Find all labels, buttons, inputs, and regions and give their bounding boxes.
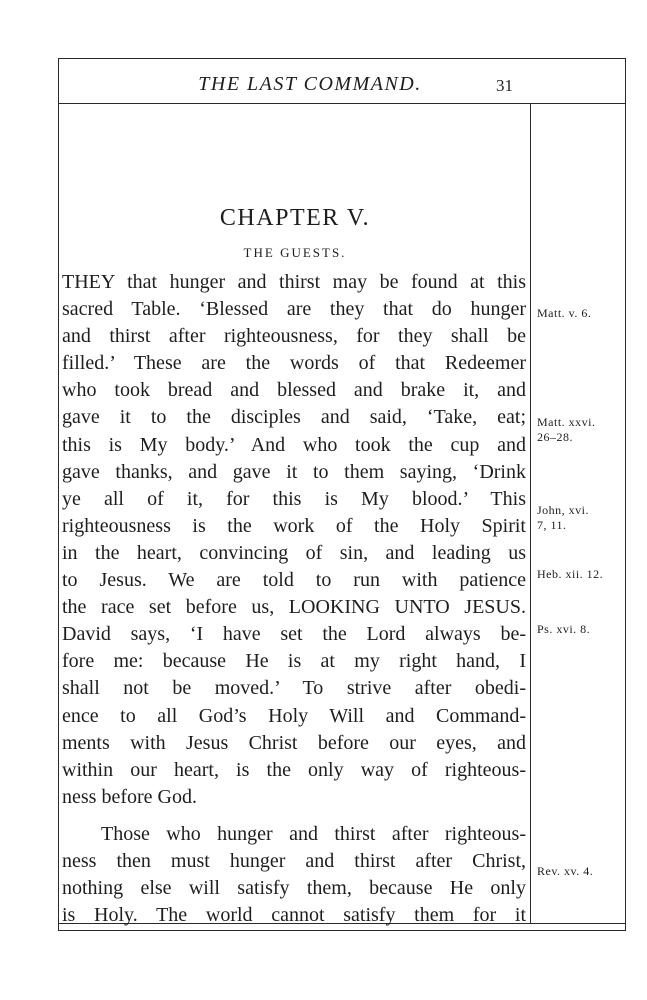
margin-reference: [537, 306, 591, 321]
text-line: THEY that hunger and thirst may be found at this: [62, 271, 526, 293]
margin-reference-line: Matt. v. 6.: [537, 306, 592, 320]
paragraph-spacer: [62, 811, 526, 821]
text-line: who took bread and blessed and brake it, and: [62, 379, 526, 402]
margin-reference-line: Matt. xxvi.: [537, 415, 596, 429]
frame-bottom-outer-rule: [58, 930, 626, 931]
text-line: this is My body.’ And who took the cup and: [62, 433, 526, 456]
text-line: ness then must hunger and thirst after Christ,: [62, 849, 526, 872]
frame-left-rule: [58, 58, 59, 931]
text-line: the race set before us, LOOKING UNTO JESUS.: [62, 596, 526, 619]
margin-reference: [537, 415, 596, 445]
margin-reference: [537, 567, 603, 582]
margin-reference-line: Ps. xvi. 8.: [537, 622, 591, 636]
margin-reference-line: Heb. xii. 12.: [537, 567, 604, 581]
margin-reference: [537, 864, 593, 879]
text-line: Those who hunger and thirst after righteous-: [101, 822, 526, 845]
margin-reference-line: John, xvi.: [537, 503, 590, 517]
frame-right-rule: [625, 58, 626, 931]
text-line: ye all of it, for this is My blood.’ This: [62, 487, 526, 510]
text-line: righteousness is the work of the Holy Spirit: [62, 514, 526, 537]
margin-reference-line: 7, 11.: [537, 518, 567, 532]
text-line: shall not be moved.’ To strive after obedi-: [62, 677, 526, 700]
margin-column-rule: [530, 104, 531, 923]
header-rule: [58, 103, 626, 104]
text-line: gave thanks, and gave it to them saying, ‘Drink: [62, 460, 526, 483]
text-line: fore me: because He is at my right hand, I: [62, 650, 526, 673]
text-line: David says, ‘I have set the Lord always be-: [62, 623, 526, 646]
body-text: [62, 269, 526, 929]
text-line: in the heart, convincing of sin, and leading us: [62, 541, 526, 564]
chapter-subtitle: THE GUESTS.: [243, 245, 347, 260]
page-number: 31: [496, 76, 513, 95]
text-line: ence to all God’s Holy Will and Command-: [62, 704, 526, 727]
text-line: ments with Jesus Christ before our eyes, and: [62, 731, 526, 754]
text-line: to Jesus. We are told to run with patience: [62, 569, 526, 592]
text-line: is Holy. The world cannot satisfy them for it: [62, 904, 526, 927]
margin-reference: [537, 503, 589, 533]
running-title: THE LAST COMMAND.: [198, 73, 422, 95]
margin-reference-line: 26–28.: [537, 430, 573, 444]
text-line: gave it to the disciples and said, ‘Take, eat;: [62, 406, 526, 429]
text-line: within our heart, is the only way of righteous-: [62, 758, 526, 781]
frame-top-rule: [58, 58, 626, 59]
chapter-title: CHAPTER V.: [219, 205, 371, 231]
margin-reference: [537, 622, 590, 637]
margin-reference-line: Rev. xv. 4.: [537, 864, 594, 878]
text-line: ness before God.: [62, 785, 197, 808]
text-line: and thirst after righteousness, for they shall be: [62, 325, 526, 348]
text-line: sacred Table. ‘Blessed are they that do hunger: [62, 298, 526, 321]
text-line: filled.’ These are the words of that Redeemer: [62, 352, 526, 375]
text-line: nothing else will satisfy them, because He only: [62, 877, 526, 900]
